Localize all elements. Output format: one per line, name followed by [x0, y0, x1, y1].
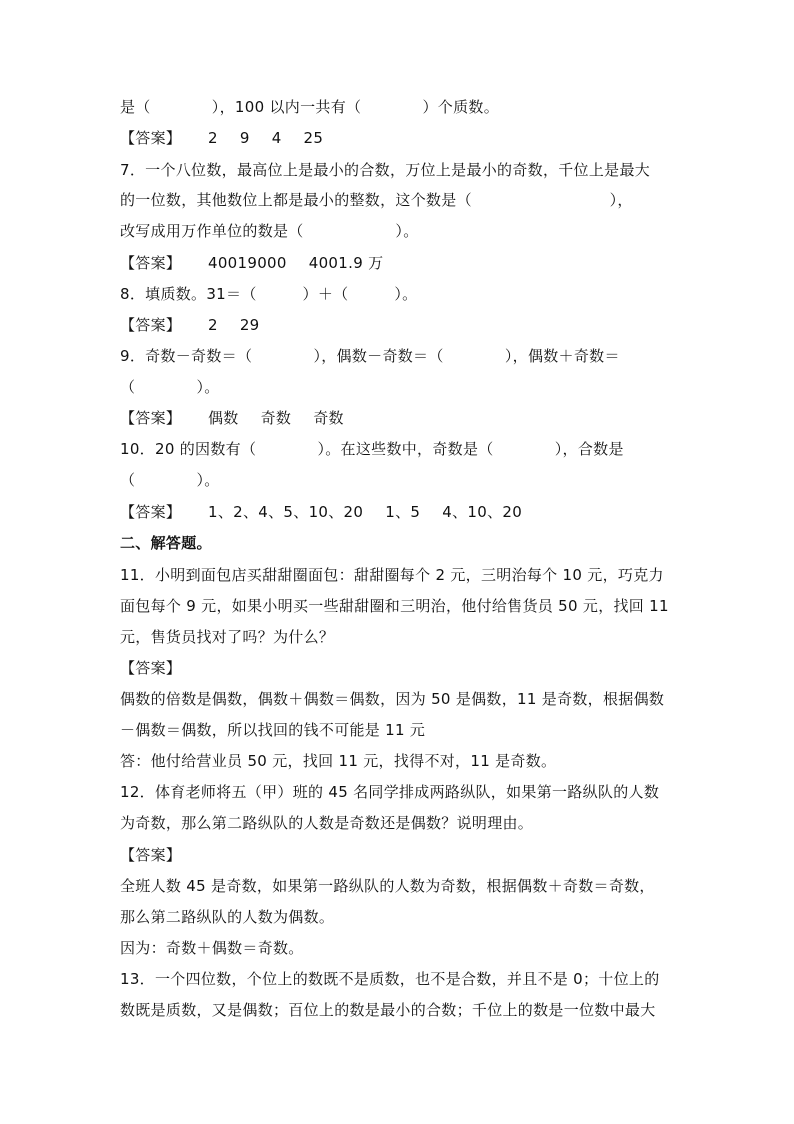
question-13-line-1: 13．一个四位数，个位上的数既不是质数，也不是合数，并且不是 0；十位上的 — [120, 970, 660, 988]
question-9-line-1: 9．奇数－奇数＝（ ），偶数－奇数＝（ ），偶数＋奇数＝ — [120, 347, 620, 365]
question-6-tail: 是（ ），100 以内一共有（ ）个质数。 — [120, 98, 500, 116]
answer-row-q10 — [120, 501, 680, 523]
answer-value: 4、10、20 — [442, 503, 523, 521]
answer-value: 1、5 — [385, 503, 421, 521]
answer-value: 29 — [239, 316, 260, 334]
question-12-line-2: 为奇数，那么第二路纵队的人数是奇数还是偶数？说明理由。 — [120, 814, 534, 832]
question-11-line-3: 元，售货员找对了吗？为什么？ — [120, 628, 335, 646]
answer-value: 9 — [239, 129, 250, 147]
question-11-line-2: 面包每个 9 元，如果小明买一些甜甜圈和三明治，他付给售货员 50 元，找回 11 — [120, 597, 669, 615]
question-7-line-1: 7．一个八位数，最高位上是最小的合数，万位上是最小的奇数，千位上是最大 — [120, 161, 651, 179]
question-11-line-1: 11．小明到面包店买甜甜圈面包：甜甜圈每个 2 元，三明治每个 10 元，巧克力 — [120, 566, 664, 584]
answer-q12-line-2: 那么第二路纵队的人数为偶数。 — [120, 908, 335, 926]
answer-tag: 【答案】 — [120, 409, 182, 427]
answer-value: 2 — [208, 316, 218, 334]
question-10-line-1: 10．20 的因数有（ ）。在这些数中，奇数是（ ），合数是 — [120, 440, 624, 458]
answer-tag: 【答案】 — [120, 503, 182, 521]
answer-value: 1、2、4、5、10、20 — [208, 503, 364, 521]
answer-row-q7 — [120, 252, 680, 274]
answer-row-q9 — [120, 407, 680, 429]
answer-q12-line-1: 全班人数 45 是奇数，如果第一路纵队的人数为奇数，根据偶数＋奇数＝奇数， — [120, 877, 655, 895]
answer-q11-line-2: －偶数＝偶数，所以找回的钱不可能是 11 元 — [120, 721, 426, 739]
answer-row-q8 — [120, 314, 680, 336]
answer-value: 25 — [303, 129, 324, 147]
answer-value: 40019000 — [208, 254, 287, 272]
section-heading: 二、解答题。 — [120, 534, 212, 552]
question-10-line-2: （ ）。 — [120, 471, 220, 489]
answer-q12-line-3: 因为：奇数＋偶数＝奇数。 — [120, 939, 304, 957]
answer-row-q6 — [120, 127, 680, 149]
answer-q11-line-1: 偶数的倍数是偶数，偶数＋偶数＝偶数，因为 50 是偶数，11 是奇数，根据偶数 — [120, 690, 665, 708]
answer-value: 4 — [271, 129, 282, 147]
answer-tag-q11: 【答案】 — [120, 659, 182, 677]
answer-value: 2 — [208, 129, 218, 147]
question-7-line-2: 的一位数，其他数位上都是最小的整数，这个数是（ ）， — [120, 191, 633, 209]
answer-tag: 【答案】 — [120, 316, 182, 334]
answer-tag: 【答案】 — [120, 254, 182, 272]
answer-value: 4001.9 万 — [308, 254, 384, 272]
answer-tag-q12: 【答案】 — [120, 846, 182, 864]
answer-tag: 【答案】 — [120, 129, 182, 147]
answer-value: 奇数 — [260, 409, 292, 427]
question-9-line-2: （ ）。 — [120, 378, 220, 396]
answer-value: 偶数 — [208, 409, 239, 427]
answer-value: 奇数 — [313, 409, 344, 427]
question-12-line-1: 12．体育老师将五（甲）班的 45 名同学排成两路纵队，如果第一路纵队的人数 — [120, 783, 660, 801]
question-13-line-2: 数既是质数，又是偶数；百位上的数是最小的合数；千位上的数是一位数中最大 — [120, 1001, 656, 1019]
question-7-line-3: 改写成用万作单位的数是（ ）。 — [120, 222, 419, 240]
answer-q11-line-3: 答：他付给营业员 50 元，找回 11 元，找得不对，11 是奇数。 — [120, 752, 557, 770]
question-8: 8．填质数。31＝（ ）＋（ ）。 — [120, 285, 418, 303]
